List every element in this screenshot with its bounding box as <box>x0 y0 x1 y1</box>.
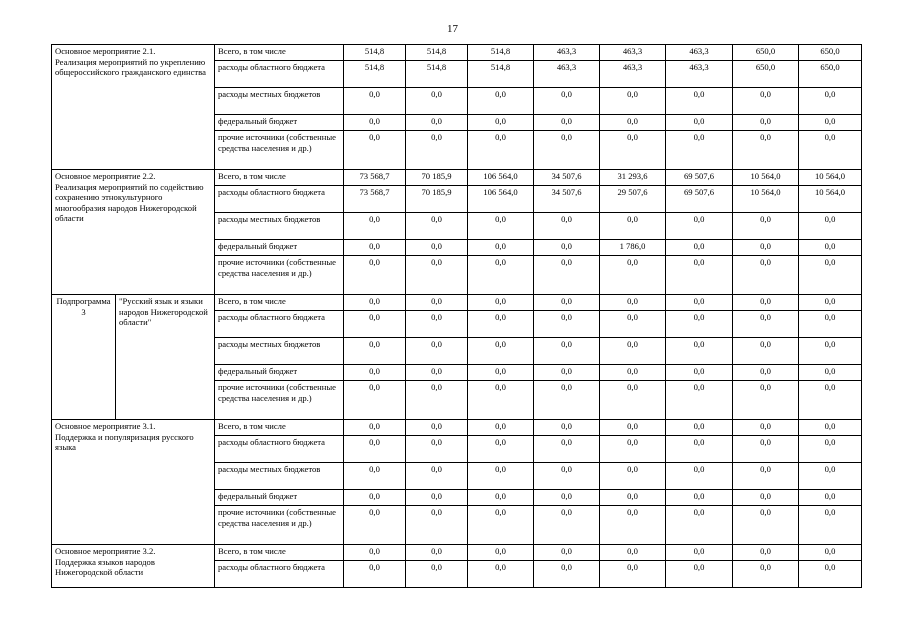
amount-cell: 0,0 <box>799 88 862 115</box>
amount-cell: 0,0 <box>666 365 733 381</box>
amount-cell: 10 564,0 <box>799 170 862 186</box>
amount-cell: 0,0 <box>733 213 799 240</box>
budget-table <box>51 44 862 588</box>
amount-cell: 0,0 <box>344 213 406 240</box>
amount-cell: 514,8 <box>344 45 406 61</box>
amount-cell: 0,0 <box>733 545 799 561</box>
event-name: Основное мероприятие 3.2. Поддержка языков народов Нижегородской области <box>52 545 215 588</box>
amount-cell: 0,0 <box>534 88 600 115</box>
amount-cell: 0,0 <box>406 256 468 295</box>
amount-cell: 0,0 <box>344 490 406 506</box>
event-name: Основное мероприятие 2.1. Реализация мероприятий по укреплению общероссийского гражданского единства <box>52 45 215 170</box>
table-row <box>52 45 862 61</box>
amount-cell: 0,0 <box>344 545 406 561</box>
amount-cell: 0,0 <box>600 115 666 131</box>
amount-cell: 0,0 <box>733 88 799 115</box>
amount-cell: 70 185,9 <box>406 170 468 186</box>
amount-cell: 0,0 <box>666 420 733 436</box>
amount-cell: 514,8 <box>406 61 468 88</box>
amount-cell: 0,0 <box>799 545 862 561</box>
amount-cell: 0,0 <box>534 545 600 561</box>
amount-cell: 0,0 <box>666 436 733 463</box>
funding-source: расходы местных бюджетов <box>215 463 344 490</box>
amount-cell: 650,0 <box>733 61 799 88</box>
amount-cell: 0,0 <box>534 338 600 365</box>
amount-cell: 0,0 <box>406 115 468 131</box>
amount-cell: 0,0 <box>468 131 534 170</box>
amount-cell: 10 564,0 <box>733 186 799 213</box>
amount-cell: 463,3 <box>600 61 666 88</box>
amount-cell: 0,0 <box>406 545 468 561</box>
amount-cell: 0,0 <box>406 240 468 256</box>
amount-cell: 0,0 <box>344 115 406 131</box>
amount-cell: 0,0 <box>468 561 534 588</box>
amount-cell: 0,0 <box>344 256 406 295</box>
amount-cell: 0,0 <box>468 256 534 295</box>
amount-cell: 0,0 <box>799 240 862 256</box>
amount-cell: 0,0 <box>733 256 799 295</box>
amount-cell: 0,0 <box>799 365 862 381</box>
amount-cell: 0,0 <box>344 436 406 463</box>
funding-source: расходы областного бюджета <box>215 436 344 463</box>
amount-cell: 0,0 <box>666 115 733 131</box>
amount-cell: 69 507,6 <box>666 170 733 186</box>
amount-cell: 0,0 <box>600 295 666 311</box>
amount-cell: 0,0 <box>733 365 799 381</box>
funding-source: прочие источники (собственные средства населения и др.) <box>215 381 344 420</box>
amount-cell: 0,0 <box>344 420 406 436</box>
amount-cell: 0,0 <box>406 131 468 170</box>
amount-cell: 0,0 <box>799 256 862 295</box>
amount-cell: 0,0 <box>666 256 733 295</box>
amount-cell: 0,0 <box>666 213 733 240</box>
amount-cell: 0,0 <box>799 381 862 420</box>
amount-cell: 29 507,6 <box>600 186 666 213</box>
amount-cell: 0,0 <box>406 436 468 463</box>
amount-cell: 0,0 <box>406 381 468 420</box>
amount-cell: 0,0 <box>468 240 534 256</box>
amount-cell: 0,0 <box>600 436 666 463</box>
amount-cell: 0,0 <box>799 506 862 545</box>
amount-cell: 0,0 <box>406 463 468 490</box>
amount-cell: 0,0 <box>468 506 534 545</box>
amount-cell: 31 293,6 <box>600 170 666 186</box>
amount-cell: 10 564,0 <box>799 186 862 213</box>
table-row <box>52 545 862 561</box>
amount-cell: 0,0 <box>799 338 862 365</box>
amount-cell: 0,0 <box>468 545 534 561</box>
amount-cell: 0,0 <box>666 490 733 506</box>
amount-cell: 463,3 <box>534 45 600 61</box>
amount-cell: 514,8 <box>468 45 534 61</box>
amount-cell: 0,0 <box>344 295 406 311</box>
amount-cell: 514,8 <box>468 61 534 88</box>
amount-cell: 0,0 <box>666 240 733 256</box>
amount-cell: 1 786,0 <box>600 240 666 256</box>
amount-cell: 0,0 <box>600 88 666 115</box>
amount-cell: 0,0 <box>534 295 600 311</box>
amount-cell: 0,0 <box>406 365 468 381</box>
event-name: Основное мероприятие 3.1. Поддержка и популяризация русского языка <box>52 420 215 545</box>
amount-cell: 0,0 <box>534 463 600 490</box>
amount-cell: 463,3 <box>666 61 733 88</box>
amount-cell: 0,0 <box>666 381 733 420</box>
amount-cell: 0,0 <box>600 213 666 240</box>
amount-cell: 0,0 <box>600 561 666 588</box>
event-name: Основное мероприятие 2.2. Реализация мероприятий по содействию сохранению этнокультурного многообразия народов Нижегородской области <box>52 170 215 295</box>
funding-source: Всего, в том числе <box>215 170 344 186</box>
amount-cell: 0,0 <box>600 131 666 170</box>
amount-cell: 0,0 <box>534 561 600 588</box>
amount-cell: 0,0 <box>733 240 799 256</box>
amount-cell: 0,0 <box>600 365 666 381</box>
amount-cell: 0,0 <box>468 338 534 365</box>
amount-cell: 0,0 <box>799 420 862 436</box>
amount-cell: 0,0 <box>344 463 406 490</box>
funding-source: Всего, в том числе <box>215 45 344 61</box>
amount-cell: 0,0 <box>534 256 600 295</box>
amount-cell: 0,0 <box>733 381 799 420</box>
amount-cell: 0,0 <box>534 420 600 436</box>
amount-cell: 0,0 <box>468 213 534 240</box>
amount-cell: 0,0 <box>468 490 534 506</box>
amount-cell: 0,0 <box>406 295 468 311</box>
amount-cell: 0,0 <box>733 490 799 506</box>
amount-cell: 0,0 <box>666 311 733 338</box>
funding-source: расходы местных бюджетов <box>215 213 344 240</box>
amount-cell: 0,0 <box>468 311 534 338</box>
amount-cell: 0,0 <box>534 506 600 545</box>
amount-cell: 514,8 <box>344 61 406 88</box>
amount-cell: 0,0 <box>799 490 862 506</box>
amount-cell: 0,0 <box>468 88 534 115</box>
amount-cell: 0,0 <box>799 213 862 240</box>
amount-cell: 0,0 <box>600 545 666 561</box>
amount-cell: 0,0 <box>666 545 733 561</box>
funding-source: федеральный бюджет <box>215 490 344 506</box>
amount-cell: 650,0 <box>799 45 862 61</box>
funding-source: расходы местных бюджетов <box>215 88 344 115</box>
amount-cell: 10 564,0 <box>733 170 799 186</box>
amount-cell: 69 507,6 <box>666 186 733 213</box>
amount-cell: 0,0 <box>666 131 733 170</box>
table-row <box>52 420 862 436</box>
amount-cell: 0,0 <box>600 490 666 506</box>
funding-source: расходы областного бюджета <box>215 186 344 213</box>
amount-cell: 0,0 <box>534 311 600 338</box>
table-row <box>52 170 862 186</box>
amount-cell: 0,0 <box>468 381 534 420</box>
amount-cell: 0,0 <box>534 490 600 506</box>
funding-source: расходы местных бюджетов <box>215 338 344 365</box>
amount-cell: 0,0 <box>468 295 534 311</box>
amount-cell: 73 568,7 <box>344 170 406 186</box>
subprogram-name: "Русский язык и языки народов Нижегородской области" <box>116 295 215 420</box>
funding-source: расходы областного бюджета <box>215 311 344 338</box>
funding-source: прочие источники (собственные средства населения и др.) <box>215 256 344 295</box>
table-row <box>52 295 862 311</box>
amount-cell: 0,0 <box>799 115 862 131</box>
amount-cell: 0,0 <box>534 365 600 381</box>
amount-cell: 106 564,0 <box>468 186 534 213</box>
amount-cell: 0,0 <box>406 338 468 365</box>
funding-source: федеральный бюджет <box>215 365 344 381</box>
amount-cell: 0,0 <box>344 240 406 256</box>
amount-cell: 106 564,0 <box>468 170 534 186</box>
amount-cell: 0,0 <box>600 256 666 295</box>
amount-cell: 0,0 <box>799 311 862 338</box>
amount-cell: 34 507,6 <box>534 186 600 213</box>
amount-cell: 0,0 <box>344 561 406 588</box>
amount-cell: 0,0 <box>534 381 600 420</box>
amount-cell: 73 568,7 <box>344 186 406 213</box>
funding-source: прочие источники (собственные средства населения и др.) <box>215 131 344 170</box>
amount-cell: 0,0 <box>733 420 799 436</box>
subprogram-label: Подпрограмма 3 <box>52 295 116 420</box>
amount-cell: 0,0 <box>406 490 468 506</box>
amount-cell: 70 185,9 <box>406 186 468 213</box>
amount-cell: 0,0 <box>666 338 733 365</box>
funding-source: Всего, в том числе <box>215 420 344 436</box>
amount-cell: 0,0 <box>534 213 600 240</box>
page-number: 17 <box>447 23 458 35</box>
amount-cell: 0,0 <box>344 381 406 420</box>
funding-source: прочие источники (собственные средства населения и др.) <box>215 506 344 545</box>
amount-cell: 0,0 <box>733 506 799 545</box>
amount-cell: 0,0 <box>799 561 862 588</box>
amount-cell: 0,0 <box>344 338 406 365</box>
funding-source: федеральный бюджет <box>215 240 344 256</box>
amount-cell: 0,0 <box>406 561 468 588</box>
amount-cell: 0,0 <box>406 311 468 338</box>
amount-cell: 0,0 <box>733 115 799 131</box>
amount-cell: 0,0 <box>666 506 733 545</box>
amount-cell: 0,0 <box>666 463 733 490</box>
amount-cell: 0,0 <box>344 365 406 381</box>
amount-cell: 463,3 <box>534 61 600 88</box>
amount-cell: 0,0 <box>344 88 406 115</box>
amount-cell: 0,0 <box>344 506 406 545</box>
amount-cell: 0,0 <box>666 561 733 588</box>
amount-cell: 0,0 <box>344 311 406 338</box>
table-body <box>52 45 862 588</box>
amount-cell: 0,0 <box>799 436 862 463</box>
amount-cell: 0,0 <box>733 561 799 588</box>
amount-cell: 0,0 <box>406 506 468 545</box>
amount-cell: 0,0 <box>733 436 799 463</box>
funding-source: Всего, в том числе <box>215 295 344 311</box>
amount-cell: 463,3 <box>666 45 733 61</box>
amount-cell: 0,0 <box>733 131 799 170</box>
amount-cell: 0,0 <box>534 115 600 131</box>
amount-cell: 0,0 <box>468 436 534 463</box>
amount-cell: 514,8 <box>406 45 468 61</box>
amount-cell: 0,0 <box>733 338 799 365</box>
amount-cell: 0,0 <box>468 463 534 490</box>
funding-source: федеральный бюджет <box>215 115 344 131</box>
amount-cell: 0,0 <box>733 463 799 490</box>
amount-cell: 0,0 <box>600 338 666 365</box>
amount-cell: 0,0 <box>733 311 799 338</box>
amount-cell: 0,0 <box>534 436 600 463</box>
amount-cell: 0,0 <box>799 295 862 311</box>
funding-source: Всего, в том числе <box>215 545 344 561</box>
amount-cell: 0,0 <box>600 420 666 436</box>
amount-cell: 0,0 <box>406 420 468 436</box>
amount-cell: 0,0 <box>600 506 666 545</box>
amount-cell: 650,0 <box>799 61 862 88</box>
funding-source: расходы областного бюджета <box>215 61 344 88</box>
amount-cell: 0,0 <box>733 295 799 311</box>
amount-cell: 0,0 <box>468 420 534 436</box>
amount-cell: 0,0 <box>468 365 534 381</box>
amount-cell: 0,0 <box>666 88 733 115</box>
amount-cell: 650,0 <box>733 45 799 61</box>
amount-cell: 0,0 <box>468 115 534 131</box>
amount-cell: 0,0 <box>799 131 862 170</box>
amount-cell: 0,0 <box>666 295 733 311</box>
amount-cell: 0,0 <box>600 463 666 490</box>
funding-source: расходы областного бюджета <box>215 561 344 588</box>
amount-cell: 0,0 <box>600 311 666 338</box>
amount-cell: 463,3 <box>600 45 666 61</box>
amount-cell: 0,0 <box>406 88 468 115</box>
amount-cell: 0,0 <box>406 213 468 240</box>
amount-cell: 0,0 <box>600 381 666 420</box>
amount-cell: 0,0 <box>799 463 862 490</box>
amount-cell: 34 507,6 <box>534 170 600 186</box>
amount-cell: 0,0 <box>534 240 600 256</box>
amount-cell: 0,0 <box>344 131 406 170</box>
amount-cell: 0,0 <box>534 131 600 170</box>
